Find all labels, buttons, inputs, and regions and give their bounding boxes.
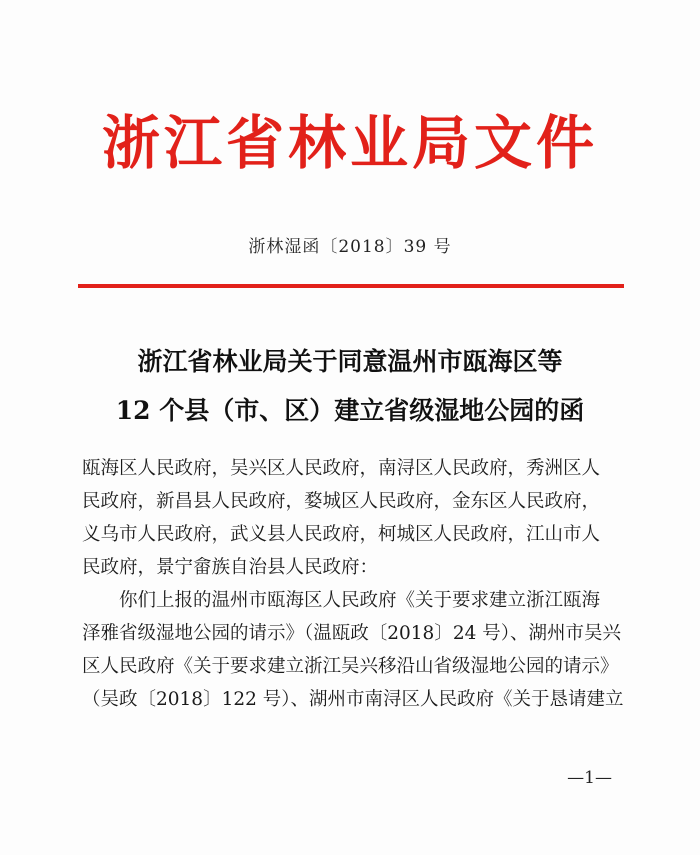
document-title-line: 浙江省林业局关于同意温州市瓯海区等	[137, 347, 563, 376]
red-divider-line	[78, 284, 624, 288]
body-line: （吴政〔2018〕122 号）、湖州市南浔区人民政府《关于恳请建立	[82, 689, 624, 710]
document-title-line: 12 个县（市、区）建立省级湿地公园的函	[115, 396, 585, 425]
recipients-line: 义乌市人民政府，武义县人民政府，柯城区人民政府，江山市人	[82, 524, 601, 545]
body-paragraph	[82, 584, 642, 716]
recipients-line: 瓯海区人民政府，吴兴区人民政府，南浔区人民政府，秀洲区人	[82, 458, 601, 479]
recipients-line: 民政府，新昌县人民政府，婺城区人民政府，金东区人民政府，	[82, 491, 601, 512]
body-line: 泽雅省级湿地公园的请示》（温瓯政〔2018〕24 号）、湖州市吴兴	[82, 623, 622, 644]
document-title	[0, 337, 700, 435]
body-line: 区人民政府《关于要求建立浙江吴兴移沿山省级湿地公园的请示》	[82, 656, 619, 677]
recipients-paragraph	[82, 452, 642, 584]
document-header-title: 浙江省林业局文件	[101, 109, 598, 177]
document-number: 浙林湿函〔2018〕39 号	[248, 237, 452, 257]
page-number: —1—	[567, 768, 612, 788]
body-line: 你们上报的温州市瓯海区人民政府《关于要求建立浙江瓯海	[82, 590, 601, 611]
recipients-line: 民政府，景宁畲族自治县人民政府：	[82, 557, 379, 578]
